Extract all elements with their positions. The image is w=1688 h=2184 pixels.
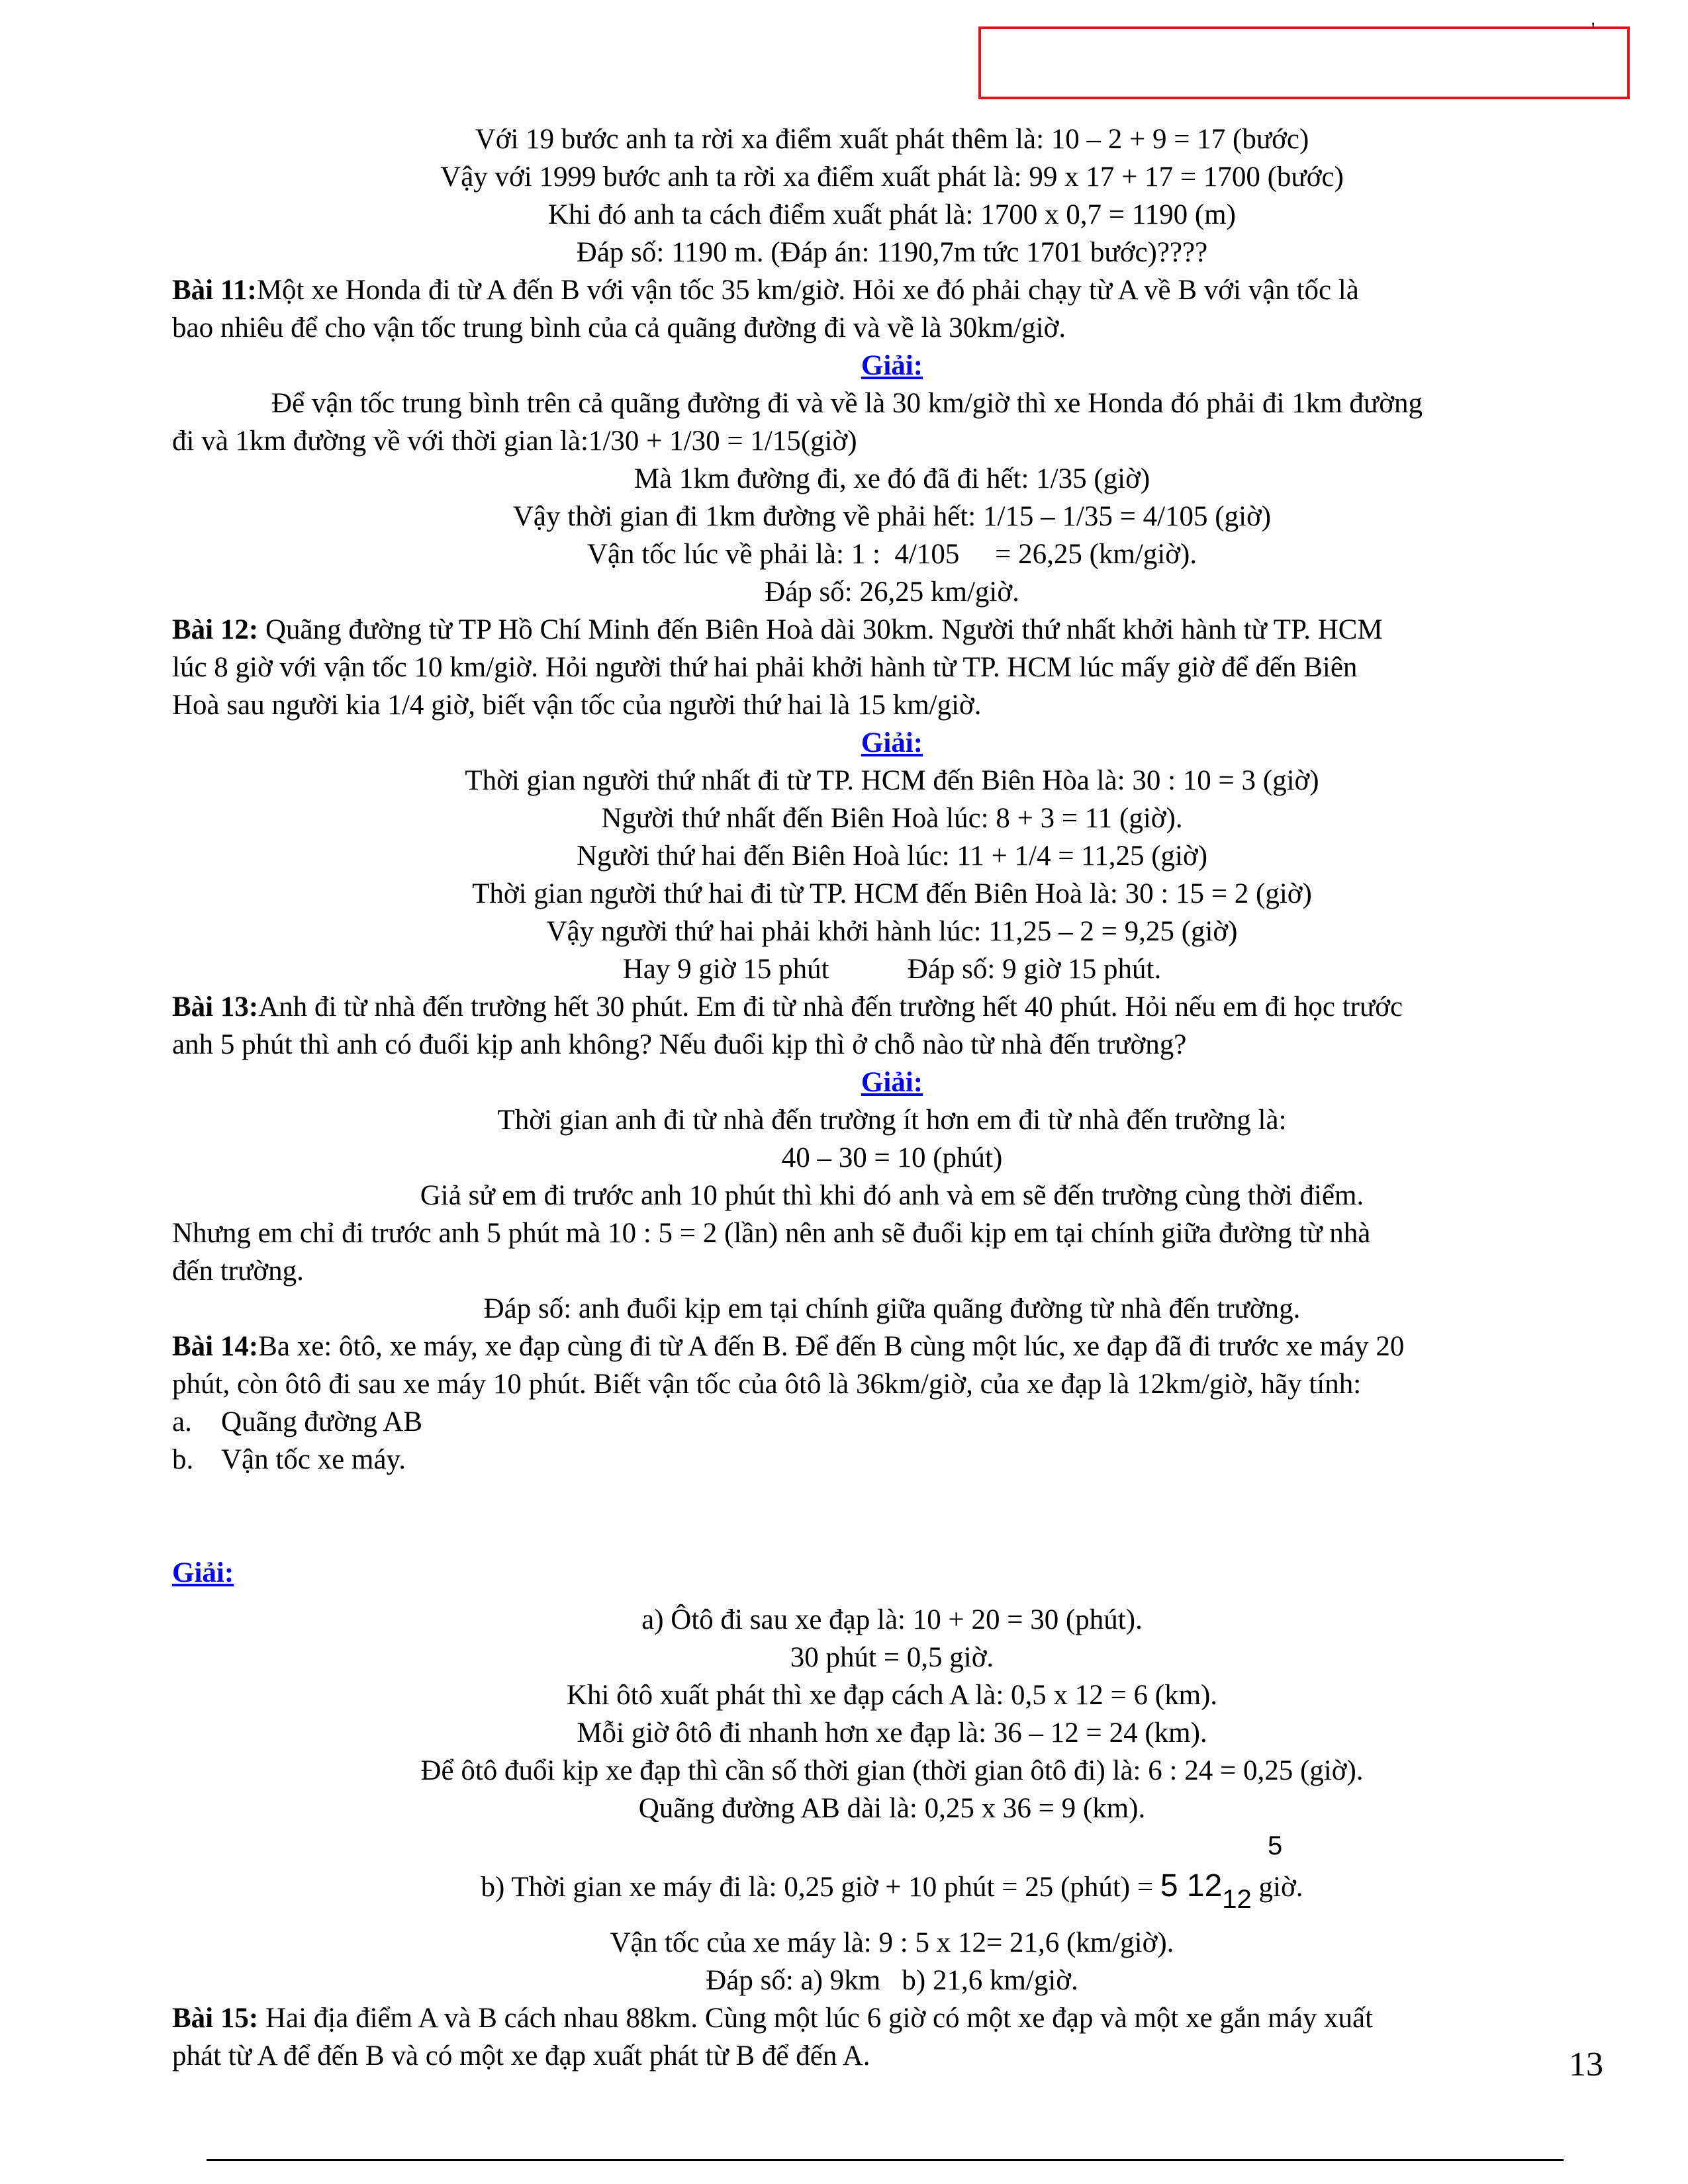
- solution-line: Khi ôtô xuất phát thì xe đạp cách A là: 0,5 x 12 = 6 (km).: [566, 1680, 1218, 1711]
- list-marker: b.: [172, 1444, 194, 1475]
- solution-title: [172, 1064, 1612, 1101]
- page-number: 13: [1569, 2046, 1603, 2083]
- solution-text: b) Thời gian xe máy đi là: 0,25 giờ + 10 phút = 25 (phút) =: [481, 1872, 1160, 1903]
- problem-13: [172, 988, 1612, 1026]
- problem-label: Bài 11:: [172, 275, 257, 306]
- spacer: [172, 1479, 1612, 1554]
- solution-text: giờ.: [1251, 1872, 1303, 1903]
- text-line: Vậy với 1999 bước anh ta rời xa điểm xuất phát là: 99 x 17 + 17 = 1700 (bước): [440, 161, 1344, 193]
- solution-line: đến trường.: [172, 1255, 304, 1287]
- text-line: Với 19 bước anh ta rời xa điểm xuất phát thêm là: 10 – 2 + 9 = 17 (bước): [475, 124, 1309, 155]
- list-item-text: Quãng đường AB: [221, 1406, 423, 1437]
- problem-text: lúc 8 giờ với vận tốc 10 km/giờ. Hỏi người thứ hai phải khởi hành từ TP. HCM lúc mấy giờ để đến Biên: [172, 652, 1358, 683]
- fraction-row: [172, 1831, 1612, 1919]
- problem-text: bao nhiêu để cho vận tốc trung bình của cả quãng đường đi và về là 30km/giờ.: [172, 312, 1066, 343]
- solution-title-text: Giải:: [861, 350, 923, 381]
- fraction-value: 5 12: [1160, 1868, 1223, 1903]
- solution-line: Để ôtô đuổi kịp xe đạp thì cần số thời gian (thời gian ôtô đi) là: 6 : 24 = 0,25 (giờ).: [420, 1755, 1364, 1786]
- solution-line: Mỗi giờ ôtô đi nhanh hơn xe đạp là: 36 – 12 = 24 (km).: [577, 1717, 1207, 1749]
- solution-line: Để vận tốc trung bình trên cả quãng đường đi và về là 30 km/giờ thì xe Honda đó phải đi 1km đường: [271, 388, 1423, 419]
- solution-line: Người thứ hai đến Biên Hoà lúc: 11 + 1/4 = 11,25 (giờ): [576, 841, 1208, 872]
- solution-title: [172, 724, 1612, 762]
- solution-line: Thời gian anh đi từ nhà đến trường ít hơn em đi từ nhà đến trường là:: [497, 1105, 1287, 1136]
- problem-15: [172, 1999, 1612, 2037]
- problem-text: phút, còn ôtô đi sau xe máy 10 phút. Biết vận tốc của ôtô là 36km/giờ, của xe đạp là 12km/giờ, hãy tính:: [172, 1369, 1362, 1400]
- answer-line: Đáp số: 26,25 km/giờ.: [765, 576, 1019, 608]
- problem-label: Bài 12:: [172, 614, 259, 645]
- solution-title: [172, 1554, 1612, 1592]
- header-box: [978, 26, 1630, 99]
- solution-line: [172, 1867, 1612, 1919]
- problem-14: [172, 1328, 1612, 1365]
- problem-text: Hoà sau người kia 1/4 giờ, biết vận tốc của người thứ hai là 15 km/giờ.: [172, 690, 982, 721]
- list-item: [172, 1441, 1612, 1479]
- solution-line: Người thứ nhất đến Biên Hoà lúc: 8 + 3 = 11 (giờ).: [601, 803, 1183, 834]
- problem-text: anh 5 phút thì anh có đuổi kịp anh không? Nếu đuổi kịp thì ở chỗ nào từ nhà đến trường?: [172, 1029, 1187, 1060]
- problem-text: Quãng đường từ TP Hồ Chí Minh đến Biên Hoà dài 30km. Người thứ nhất khởi hành từ TP. HCM: [258, 614, 1383, 645]
- solution-line: Vậy thời gian đi 1km đường về phải hết: 1/15 – 1/35 = 4/105 (giờ): [512, 501, 1272, 532]
- solution-title-text: Giải:: [861, 1067, 923, 1098]
- answer-line: Hay 9 giờ 15 phút Đáp số: 9 giờ 15 phút.: [622, 954, 1162, 985]
- problem-text: Anh đi từ nhà đến trường hết 30 phút. Em đi từ nhà đến trường hết 40 phút. Hỏi nếu em đi học trước: [258, 991, 1403, 1023]
- solution-line: Mà 1km đường đi, xe đó đã đi hết: 1/35 (giờ): [633, 463, 1150, 494]
- solution-line: a) Ôtô đi sau xe đạp là: 10 + 20 = 30 (phút).: [641, 1604, 1143, 1635]
- problem-text: Ba xe: ôtô, xe máy, xe đạp cùng đi từ A đến B. Để đến B cùng một lúc, xe đạp đã đi trước xe máy 20: [258, 1331, 1405, 1362]
- solution-line: Nhưng em chỉ đi trước anh 5 phút mà 10 : 5 = 2 (lần) nên anh sẽ đuổi kịp em tại chính giữa đường từ nhà: [172, 1218, 1371, 1249]
- solution-line: 30 phút = 0,5 giờ.: [790, 1642, 994, 1673]
- fraction-numerator: 5: [1268, 1831, 1283, 1860]
- problem-text: Hai địa điểm A và B cách nhau 88km. Cùng một lúc 6 giờ có một xe đạp và một xe gắn máy xuất: [258, 2003, 1374, 2034]
- list-item: [172, 1403, 1612, 1441]
- problem-text: phát từ A để đến B và có một xe đạp xuất phát từ B để đến A.: [172, 2040, 870, 2071]
- solution-title-text: Giải:: [172, 1557, 234, 1588]
- fraction-denominator: 12: [1222, 1885, 1252, 1914]
- solution-line: Thời gian người thứ hai đi từ TP. HCM đến Biên Hoà là: 30 : 15 = 2 (giờ): [472, 878, 1312, 909]
- solution-line: Vận tốc lúc về phải là: 1 : 4/105 = 26,25 (km/giờ).: [586, 539, 1197, 570]
- solution-line: Vận tốc của xe máy là: 9 : 5 x 12= 21,6 (km/giờ).: [610, 1927, 1174, 1958]
- solution-title: [172, 347, 1612, 385]
- problem-12: [172, 611, 1612, 649]
- text-line: Khi đó anh ta cách điểm xuất phát là: 1700 x 0,7 = 1190 (m): [548, 199, 1236, 230]
- solution-line: Giả sử em đi trước anh 10 phút thì khi đó anh và em sẽ đến trường cùng thời điểm.: [420, 1180, 1364, 1211]
- problem-11: [172, 271, 1612, 309]
- corner-mark: ': [1591, 19, 1595, 40]
- answer-line: Đáp số: 1190 m. (Đáp án: 1190,7m tức 1701 bước)????: [576, 237, 1208, 268]
- problem-label: Bài 14:: [172, 1331, 259, 1362]
- list-item-text: Vận tốc xe máy.: [221, 1444, 406, 1475]
- answer-line: Đáp số: anh đuổi kịp em tại chính giữa quãng đường từ nhà đến trường.: [483, 1293, 1301, 1324]
- problem-text: Một xe Honda đi từ A đến B với vận tốc 35 km/giờ. Hỏi xe đó phải chạy từ A về B với vận tốc là: [256, 275, 1359, 306]
- footer-divider: [207, 2159, 1564, 2161]
- solution-line: đi và 1km đường về với thời gian là:1/30 + 1/30 = 1/15(giờ): [172, 426, 857, 457]
- solution-line: Quãng đường AB dài là: 0,25 x 36 = 9 (km).: [638, 1793, 1146, 1824]
- list-marker: a.: [172, 1406, 192, 1437]
- page-content: [172, 120, 1612, 2075]
- solution-line: 40 – 30 = 10 (phút): [781, 1142, 1003, 1173]
- solution-line: Thời gian người thứ nhất đi từ TP. HCM đến Biên Hòa là: 30 : 10 = 3 (giờ): [465, 765, 1319, 796]
- problem-label: Bài 15:: [172, 2003, 259, 2034]
- answer-line: Đáp số: a) 9km b) 21,6 km/giờ.: [706, 1965, 1078, 1996]
- problem-label: Bài 13:: [172, 991, 259, 1023]
- solution-title-text: Giải:: [861, 727, 923, 758]
- solution-line: Vậy người thứ hai phải khởi hành lúc: 11,25 – 2 = 9,25 (giờ): [546, 916, 1238, 947]
